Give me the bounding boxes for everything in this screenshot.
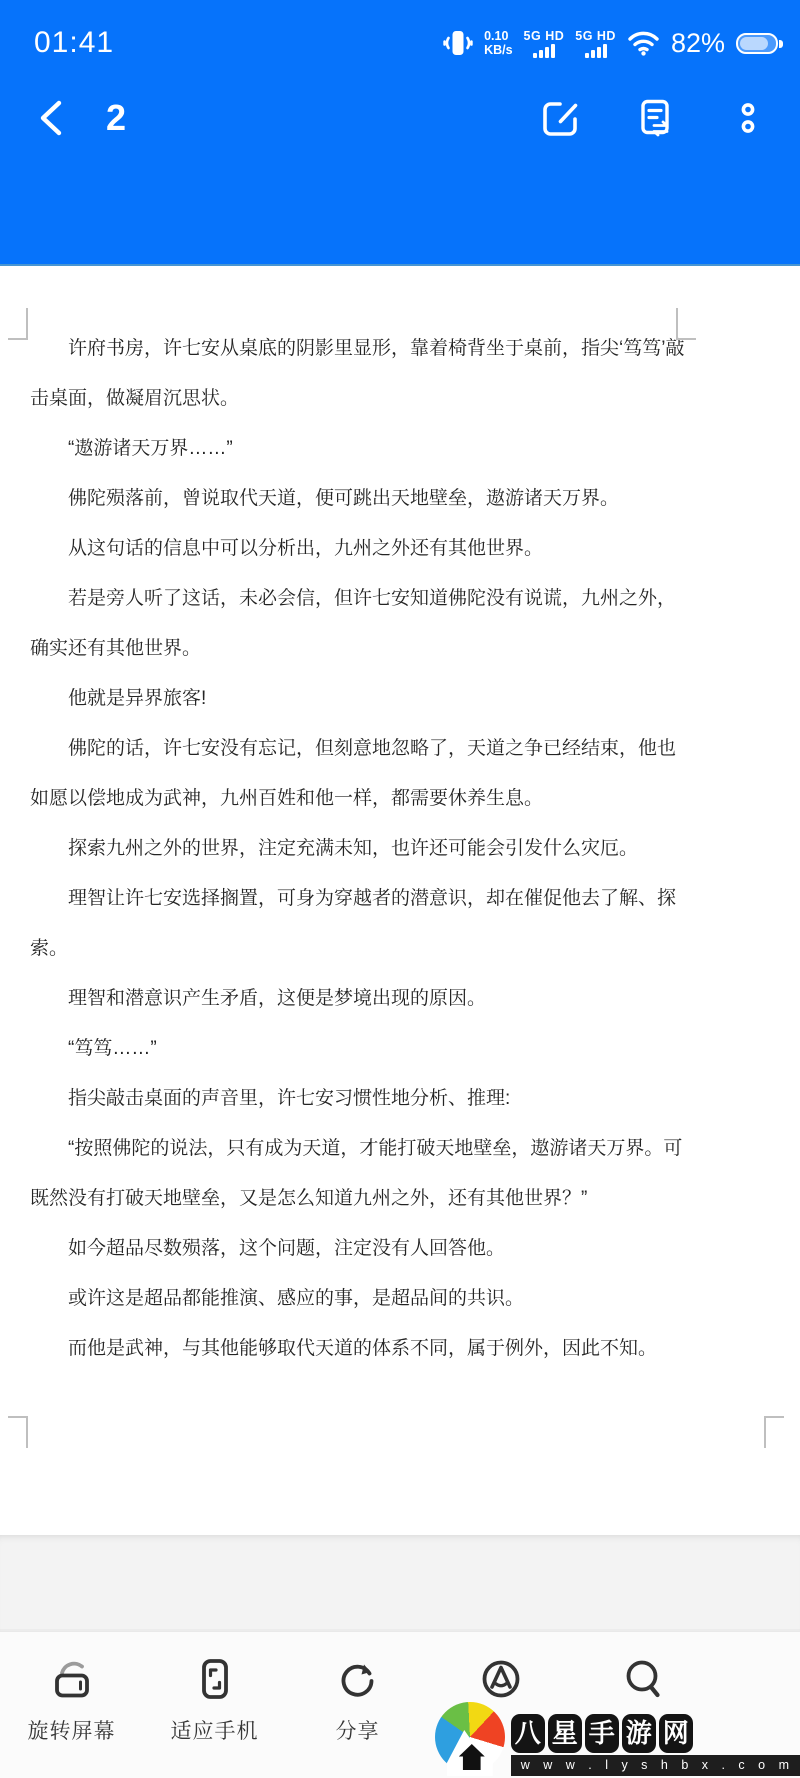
page-corner-mark <box>8 1416 28 1448</box>
paragraph: 理智让许七安选择搁置，可身为穿越者的潜意识，却在催促他去了解、探索。 <box>30 888 677 959</box>
watermark-stamp-char: 游 <box>622 1714 656 1753</box>
paragraph: 从这句话的信息中可以分析出，九州之外还有其他世界。 <box>68 538 544 559</box>
document-convert-icon <box>632 96 676 140</box>
watermark-text-block <box>511 1714 800 1776</box>
battery-percent: 82% <box>670 27 725 58</box>
page-corner-mark <box>764 1416 784 1448</box>
two-dots-menu-icon <box>726 96 770 140</box>
paragraph: 理智和潜意识产生矛盾，这便是梦境出现的原因。 <box>68 988 487 1009</box>
search-icon <box>621 1656 667 1702</box>
battery-icon <box>736 33 778 54</box>
clock: 01:41 <box>34 26 115 59</box>
app-header <box>0 0 800 266</box>
compass-mountain-icon <box>478 1656 524 1702</box>
watermark-stamp-char: 网 <box>659 1714 693 1753</box>
back-button[interactable] <box>34 96 78 140</box>
edit-button[interactable] <box>538 96 582 140</box>
page-gap <box>0 1535 800 1631</box>
paragraph: 如今超品尽数殒落，这个问题，注定没有人回答他。 <box>68 1238 506 1259</box>
fit-to-phone-icon <box>192 1656 238 1702</box>
status-bar <box>0 0 800 70</box>
site-watermark <box>433 1700 800 1776</box>
page-title: 2 <box>106 97 127 138</box>
watermark-stamp-char: 八 <box>511 1714 545 1753</box>
watermark-site-name <box>511 1714 800 1755</box>
watermark-stamp-char: 星 <box>548 1714 582 1753</box>
sim2-signal: 5G HD <box>575 29 616 58</box>
network-speed: 0.10 KB/s <box>484 29 513 57</box>
more-menu-button[interactable] <box>726 96 770 140</box>
page-corner-mark <box>8 308 28 340</box>
page-corner-mark <box>676 308 696 340</box>
paragraph: “按照佛陀的说法，只有成为天道，才能打破天地壁垒，遨游诸天万界。可既然没有打破天地壁垒，又是怎么知道九州之外，还有其他世界？” <box>30 1138 683 1209</box>
sim1-signal: 5G HD <box>524 29 565 58</box>
document-page <box>0 266 800 1535</box>
paragraph: “笃笃……” <box>68 1038 157 1059</box>
chevron-left-icon <box>34 98 68 138</box>
paragraph: 许府书房，许七安从桌底的阴影里显形，靠着椅背坐于桌前，指尖‘笃笃’敲击桌面，做凝眉沉思状。 <box>30 338 685 409</box>
watermark-logo-icon <box>433 1700 509 1776</box>
toolbar-label: 分享 <box>335 1720 380 1743</box>
nav-bar <box>0 96 800 140</box>
toolbar-label: 旋转屏幕 <box>27 1720 116 1743</box>
toolbar-label: 适应手机 <box>170 1720 259 1743</box>
watermark-url: w w w . l y s h b x . c o m <box>511 1755 800 1776</box>
status-indicators <box>443 26 778 60</box>
paragraph: 而他是武神，与其他能够取代天道的体系不同，属于例外，因此不知。 <box>68 1338 658 1359</box>
signal-bars-icon <box>585 44 607 58</box>
share-refresh-icon <box>335 1656 381 1702</box>
wifi-icon <box>627 30 660 56</box>
paragraph: 指尖敲击桌面的声音里，许七安习惯性地分析、推理: <box>68 1088 511 1109</box>
paragraph: 或许这是超品都能推演、感应的事，是超品间的共识。 <box>68 1288 525 1309</box>
paragraph: 探索九州之外的世界，注定充满未知，也许还可能会引发什么灾厄。 <box>68 838 639 859</box>
document-text[interactable] <box>0 266 694 1374</box>
share-button[interactable] <box>286 1656 429 1745</box>
paragraph: 佛陀的话，许七安没有忘记，但刻意地忽略了，天道之争已经结束，他也如愿以偿地成为武神，九州百姓和他一样，都需要休养生息。 <box>30 738 677 809</box>
nav-actions <box>538 96 770 140</box>
paragraph: “遨游诸天万界……” <box>68 438 233 459</box>
watermark-stamp-char: 手 <box>585 1714 619 1753</box>
fit-phone-button[interactable] <box>143 1656 286 1745</box>
rotate-screen-button[interactable] <box>0 1656 143 1745</box>
paragraph: 若是旁人听了这话，未必会信，但许七安知道佛陀没有说谎，九州之外，确实还有其他世界。 <box>30 588 677 659</box>
paragraph: 他就是异界旅客! <box>68 688 207 709</box>
edit-icon <box>538 96 582 140</box>
vibrate-icon <box>443 26 473 60</box>
paragraph: 佛陀殒落前，曾说取代天道，便可跳出天地壁垒，遨游诸天万界。 <box>68 488 620 509</box>
signal-bars-icon <box>533 44 555 58</box>
convert-document-button[interactable] <box>632 96 676 140</box>
rotate-screen-icon <box>49 1656 95 1702</box>
